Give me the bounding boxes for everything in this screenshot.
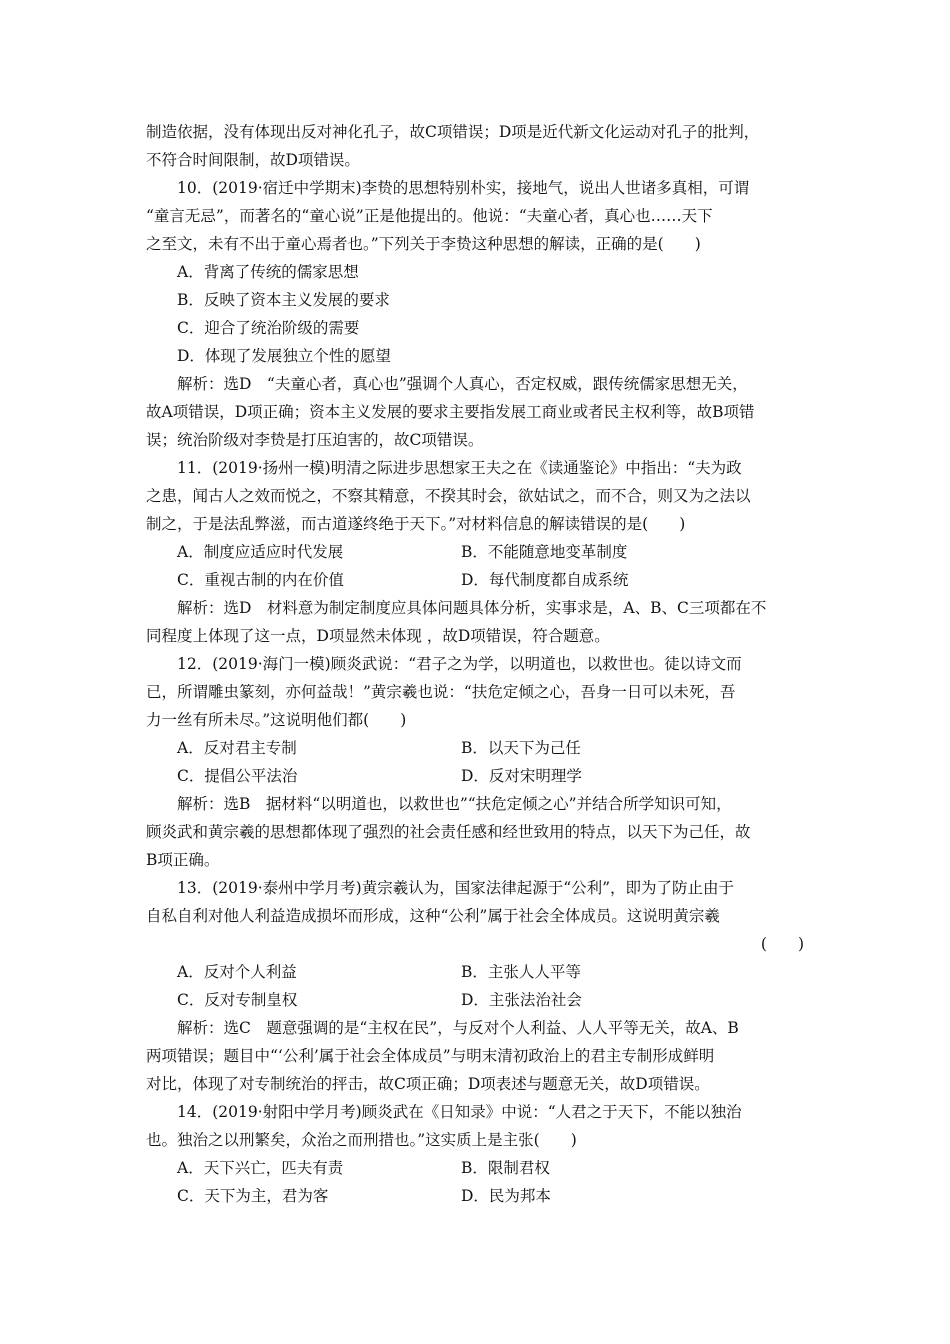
question-stem: 自私自利对他人利益造成损坏而形成，这种“公利”属于社会全体成员。这说明黄宗羲: [146, 907, 720, 925]
options-row: [146, 1154, 810, 1182]
analysis-line: 对比，体现了对专制统治的抨击，故C项正确；D项表述与题意无关，故D项错误。: [146, 1075, 710, 1093]
option-a: A．反对君主专制: [177, 739, 297, 757]
analysis-line: 故A项错误，D项正确；资本主义发展的要求主要指发展工商业或者民主权利等，故B项错: [146, 403, 755, 421]
question-stem: 也。独治之以刑繁矣，众治之而刑措也。”这实质上是主张( ): [146, 1131, 577, 1149]
option-d: D．每代制度都自成系统: [461, 571, 629, 589]
question-stem: 之患，闻古人之效而悦之，不察其精意，不揆其时会，欲姑试之，而不合，则又为之法以: [146, 487, 751, 505]
option-a: A．反对个人利益: [177, 963, 297, 981]
option-c: C．重视古制的内在价值: [177, 571, 344, 589]
option-a: A．天下兴亡，匹夫有责: [177, 1159, 344, 1177]
option-c: C．提倡公平法治: [177, 767, 298, 785]
analysis-line: 两项错误；题目中“‘公利’属于社会全体成员”与明末清初政治上的君主专制形成鲜明: [146, 1047, 715, 1065]
text-line: 不符合时间限制，故D项错误。: [146, 151, 360, 169]
options-row: [146, 566, 810, 594]
option-b: B．限制君权: [461, 1159, 550, 1177]
question-stem: 制之，于是法乱弊滋，而古道遂终绝于天下。”对材料信息的解读错误的是( ): [146, 515, 686, 533]
answer-bracket: ( ): [760, 935, 804, 953]
analysis-line: B项正确。: [146, 851, 220, 869]
question-14: [146, 1098, 810, 1210]
question-10: [146, 174, 810, 454]
question-stem: 13．(2019·泰州中学月考)黄宗羲认为，国家法律起源于“公利”，即为了防止由于: [177, 879, 735, 897]
option-d: D．主张法治社会: [461, 991, 582, 1009]
question-stem: 10．(2019·宿迁中学期末)李贽的思想特别朴实，接地气，说出人世诸多真相，可谓: [177, 179, 750, 197]
analysis-line: 解析：选D 材料意为制定制度应具体问题具体分析，实事求是，A、B、C三项都在不: [177, 599, 767, 617]
analysis-line: 误；统治阶级对李贽是打压迫害的，故C项错误。: [146, 431, 484, 449]
option-c: C．反对专制皇权: [177, 991, 298, 1009]
options-row: [146, 1182, 810, 1210]
option-a: A．背离了传统的儒家思想: [177, 263, 359, 281]
option-b: B．主张人人平等: [461, 963, 581, 981]
option-d: D．体现了发展独立个性的愿望: [177, 347, 391, 365]
question-12: [146, 650, 810, 874]
question-13: [146, 874, 810, 1098]
question-stem: “童言无忌”，而著名的“童心说”正是他提出的。他说：“夫童心者，真心也……天下: [146, 207, 713, 225]
option-d: D．民为邦本: [461, 1187, 551, 1205]
option-a: A．制度应适应时代发展: [177, 543, 344, 561]
options-row: [146, 958, 810, 986]
question-stem: 已，所谓雕虫篆刻，亦何益哉！”黄宗羲也说：“扶危定倾之心，吾身一日可以未死，吾: [146, 683, 736, 701]
option-c: C．天下为主，君为客: [177, 1187, 329, 1205]
options-row: [146, 762, 810, 790]
analysis-line: 同程度上体现了这一点，D项显然未体现 ，故D项错误，符合题意。: [146, 627, 610, 645]
options-row: [146, 734, 810, 762]
question-stem: 之至文，未有不出于童心焉者也。”下列关于李贽这种思想的解读，正确的是( ): [146, 235, 701, 253]
option-b: B．不能随意地变革制度: [461, 543, 628, 561]
question-11: [146, 454, 810, 650]
analysis-line: 顾炎武和黄宗羲的思想都体现了强烈的社会责任感和经世致用的特点，以天下为己任，故: [146, 823, 751, 841]
question-stem: 11．(2019·扬州一模)明清之际进步思想家王夫之在《读通鉴论》中指出：“夫为政: [177, 459, 742, 477]
analysis-line: 解析：选D “夫童心者，真心也”强调个人真心，否定权威，跟传统儒家思想无关，: [177, 375, 748, 393]
analysis-line: 解析：选B 据材料“以明道也，以救世也”“扶危定倾之心”并结合所学知识可知，: [177, 795, 732, 813]
option-b: B．反映了资本主义发展的要求: [177, 291, 390, 309]
options-row: [146, 986, 810, 1014]
option-c: C．迎合了统治阶级的需要: [177, 319, 360, 337]
question-stem: 14．(2019·射阳中学月考)顾炎武在《日知录》中说：“人君之于天下，不能以独治: [177, 1103, 742, 1121]
text-line: 制造依据，没有体现出反对神化孔子，故C项错误；D项是近代新文化运动对孔子的批判，: [146, 123, 760, 141]
intro-analysis: [146, 118, 810, 1210]
options-row: [146, 538, 810, 566]
analysis-line: 解析：选C 题意强调的是“主权在民”，与反对个人利益、人人平等无关，故A、B: [177, 1019, 739, 1037]
question-stem: 12．(2019·海门一模)顾炎武说：“君子之为学，以明道也，以救世也。徒以诗文而: [177, 655, 742, 673]
question-stem: 力一丝有所未尽。”这说明他们都( ): [146, 711, 407, 729]
option-b: B．以天下为己任: [461, 739, 581, 757]
option-d: D．反对宋明理学: [461, 767, 582, 785]
